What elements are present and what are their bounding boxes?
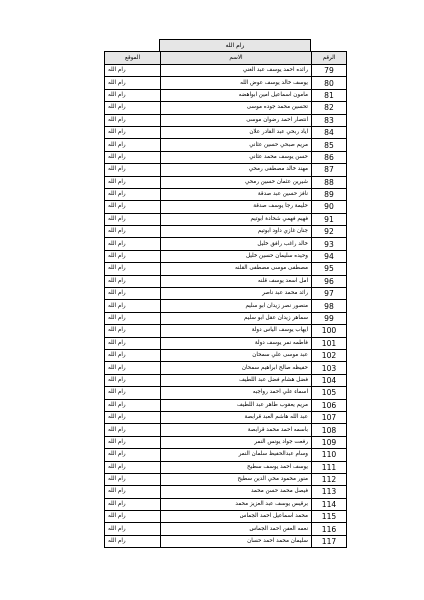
number-cell: 103 xyxy=(312,362,347,374)
table-row xyxy=(105,362,347,374)
name-cell: حسن يوسف محمد عثاني xyxy=(161,151,312,163)
table-row xyxy=(105,473,347,485)
location-cell: رام الله xyxy=(105,300,161,312)
name-cell: سليمان محمد احمد حسان xyxy=(161,535,312,547)
location-cell: رام الله xyxy=(105,126,161,138)
number-cell: 106 xyxy=(312,399,347,411)
location-cell: رام الله xyxy=(105,213,161,225)
table-row xyxy=(105,77,347,89)
name-cell: حليمة رجا يوسف صدقة xyxy=(161,201,312,213)
name-cell: وحيده سليمان حسين خليل xyxy=(161,250,312,262)
table-row xyxy=(105,399,347,411)
location-cell: رام الله xyxy=(105,436,161,448)
number-cell: 93 xyxy=(312,238,347,250)
table-row xyxy=(105,151,347,163)
location-cell: رام الله xyxy=(105,523,161,535)
table-row xyxy=(105,436,347,448)
location-cell: رام الله xyxy=(105,275,161,287)
location-cell: رام الله xyxy=(105,288,161,300)
location-cell: رام الله xyxy=(105,188,161,200)
number-cell: 111 xyxy=(312,461,347,473)
name-cell: اياد ربحي عبد القادر علان xyxy=(161,126,312,138)
number-cell: 89 xyxy=(312,188,347,200)
name-cell: سماهر زيدان عقل ابو سليم xyxy=(161,312,312,324)
number-cell: 81 xyxy=(312,89,347,101)
name-cell: برقيس يوسف عبد العزيز محمد xyxy=(161,498,312,510)
location-cell: رام الله xyxy=(105,176,161,188)
name-cell: انتصار احمد رضوان موسى xyxy=(161,114,312,126)
name-cell: يوسف خالد يوسف عوض الله xyxy=(161,77,312,89)
name-cell: رفعت جواد يونس النمر xyxy=(161,436,312,448)
number-cell: 85 xyxy=(312,139,347,151)
table-row xyxy=(105,535,347,547)
table-row xyxy=(105,126,347,138)
location-cell: رام الله xyxy=(105,226,161,238)
location-cell: رام الله xyxy=(105,337,161,349)
number-cell: 79 xyxy=(312,65,347,77)
number-cell: 105 xyxy=(312,387,347,399)
table-row xyxy=(105,349,347,361)
table-row xyxy=(105,263,347,275)
roster-body xyxy=(105,65,347,548)
table-row xyxy=(105,486,347,498)
name-cell: شيرين عثمان حسين رمحي xyxy=(161,176,312,188)
location-cell: رام الله xyxy=(105,424,161,436)
name-cell: مصطفى موسى مصطفى القلنه xyxy=(161,263,312,275)
location-cell: رام الله xyxy=(105,498,161,510)
name-cell: مريم صبحي حسين عثاني xyxy=(161,139,312,151)
name-cell: منور محمود محي الدين سطيح xyxy=(161,473,312,485)
name-cell: حفيظه صالح ابراهيم سمحان xyxy=(161,362,312,374)
number-cell: 92 xyxy=(312,226,347,238)
location-cell: رام الله xyxy=(105,535,161,547)
name-cell: يوسف احمد يوسف سطيح xyxy=(161,461,312,473)
name-cell: مامون اسماعيل امين ابواهضه xyxy=(161,89,312,101)
number-cell: 91 xyxy=(312,213,347,225)
table-row xyxy=(105,312,347,324)
number-cell: 86 xyxy=(312,151,347,163)
location-cell: رام الله xyxy=(105,164,161,176)
table-row xyxy=(105,511,347,523)
number-cell: 95 xyxy=(312,263,347,275)
number-cell: 87 xyxy=(312,164,347,176)
table-row xyxy=(105,288,347,300)
location-cell: رام الله xyxy=(105,238,161,250)
location-cell: رام الله xyxy=(105,411,161,423)
location-cell: رام الله xyxy=(105,89,161,101)
number-cell: 80 xyxy=(312,77,347,89)
name-cell: اسماء علي احمد رواجبه xyxy=(161,387,312,399)
table-row xyxy=(105,411,347,423)
name-cell: رائد محمد عبد ناصر xyxy=(161,288,312,300)
table-row xyxy=(105,201,347,213)
location-cell: رام الله xyxy=(105,449,161,461)
number-cell: 94 xyxy=(312,250,347,262)
location-header: الموقع xyxy=(105,52,161,65)
location-cell: رام الله xyxy=(105,349,161,361)
name-cell: رائده احمد يوسف عبد الغني xyxy=(161,65,312,77)
number-cell: 99 xyxy=(312,312,347,324)
table-row xyxy=(105,65,347,77)
number-cell: 108 xyxy=(312,424,347,436)
table-row xyxy=(105,523,347,535)
table-row xyxy=(105,337,347,349)
number-cell: 84 xyxy=(312,126,347,138)
table-row xyxy=(105,176,347,188)
number-cell: 115 xyxy=(312,511,347,523)
name-cell: خالد راغب رافق خليل xyxy=(161,238,312,250)
location-cell: رام الله xyxy=(105,102,161,114)
number-cell: 114 xyxy=(312,498,347,510)
number-cell: 100 xyxy=(312,325,347,337)
location-cell: رام الله xyxy=(105,263,161,275)
name-cell: مريم يعقوب طاهر عبد اللطيف xyxy=(161,399,312,411)
table-row xyxy=(105,238,347,250)
table-row xyxy=(105,89,347,101)
location-cell: رام الله xyxy=(105,511,161,523)
number-cell: 109 xyxy=(312,436,347,448)
number-cell: 112 xyxy=(312,473,347,485)
number-cell: 96 xyxy=(312,275,347,287)
table-row xyxy=(105,300,347,312)
location-cell: رام الله xyxy=(105,312,161,324)
number-cell: 88 xyxy=(312,176,347,188)
header-row xyxy=(105,52,347,65)
name-cell: منصور نصر زيدان ابو سليم xyxy=(161,300,312,312)
table-row xyxy=(105,188,347,200)
location-cell: رام الله xyxy=(105,139,161,151)
number-cell: 83 xyxy=(312,114,347,126)
location-cell: رام الله xyxy=(105,473,161,485)
name-cell: نافز حسين عبد صدقة xyxy=(161,188,312,200)
name-cell: فهيم فهمي شحادة ابوتيم xyxy=(161,213,312,225)
table-row xyxy=(105,139,347,151)
name-cell: امل اسعد يوسف قلنه xyxy=(161,275,312,287)
table-row xyxy=(105,498,347,510)
location-cell: رام الله xyxy=(105,362,161,374)
name-cell: محمد اسماعيل احمد الجماس xyxy=(161,511,312,523)
number-cell: 116 xyxy=(312,523,347,535)
name-cell: عبد موسى علي سمحان xyxy=(161,349,312,361)
table-row xyxy=(105,114,347,126)
location-cell: رام الله xyxy=(105,65,161,77)
number-cell: 113 xyxy=(312,486,347,498)
number-cell: 107 xyxy=(312,411,347,423)
number-cell: 90 xyxy=(312,201,347,213)
number-cell: 102 xyxy=(312,349,347,361)
table-title: رام الله xyxy=(159,39,311,52)
table-row xyxy=(105,374,347,386)
number-cell: 101 xyxy=(312,337,347,349)
location-cell: رام الله xyxy=(105,151,161,163)
number-cell: 82 xyxy=(312,102,347,114)
table-row xyxy=(105,275,347,287)
number-header: الرقم xyxy=(312,52,347,65)
name-cell: مهند خالد مصطفى رمحي xyxy=(161,164,312,176)
number-cell: 117 xyxy=(312,535,347,547)
table-row xyxy=(105,449,347,461)
location-cell: رام الله xyxy=(105,387,161,399)
location-cell: رام الله xyxy=(105,399,161,411)
location-cell: رام الله xyxy=(105,201,161,213)
location-cell: رام الله xyxy=(105,374,161,386)
table-row xyxy=(105,424,347,436)
roster-table xyxy=(104,51,347,548)
location-cell: رام الله xyxy=(105,114,161,126)
number-cell: 98 xyxy=(312,300,347,312)
table-row xyxy=(105,213,347,225)
table-row xyxy=(105,226,347,238)
name-cell: فضل هشام فضل عبد اللطيف xyxy=(161,374,312,386)
table-row xyxy=(105,325,347,337)
name-cell: جنان غازي داود ابوتيم xyxy=(161,226,312,238)
number-cell: 110 xyxy=(312,449,347,461)
name-cell: تحسين محمد جوده موسى xyxy=(161,102,312,114)
name-cell: فاطمه نمر يوسف دولة xyxy=(161,337,312,349)
table-row xyxy=(105,250,347,262)
location-cell: رام الله xyxy=(105,486,161,498)
name-cell: وسام عبدالحفيظ سلمان النمر xyxy=(161,449,312,461)
name-cell: باسمه احمد محمد قرابصة xyxy=(161,424,312,436)
name-cell: ايهاب يوسف الياس دولة xyxy=(161,325,312,337)
name-cell: عبد الله هاشم العبد قرابصة xyxy=(161,411,312,423)
table-row xyxy=(105,387,347,399)
table-row xyxy=(105,164,347,176)
number-cell: 97 xyxy=(312,288,347,300)
table-row xyxy=(105,461,347,473)
name-cell: فيصل محمد حسن محمد xyxy=(161,486,312,498)
location-cell: رام الله xyxy=(105,325,161,337)
location-cell: رام الله xyxy=(105,250,161,262)
table-row xyxy=(105,102,347,114)
name-cell: نعمه العفن احمد الجماس xyxy=(161,523,312,535)
number-cell: 104 xyxy=(312,374,347,386)
location-cell: رام الله xyxy=(105,461,161,473)
name-header: الاسم xyxy=(161,52,312,65)
location-cell: رام الله xyxy=(105,77,161,89)
